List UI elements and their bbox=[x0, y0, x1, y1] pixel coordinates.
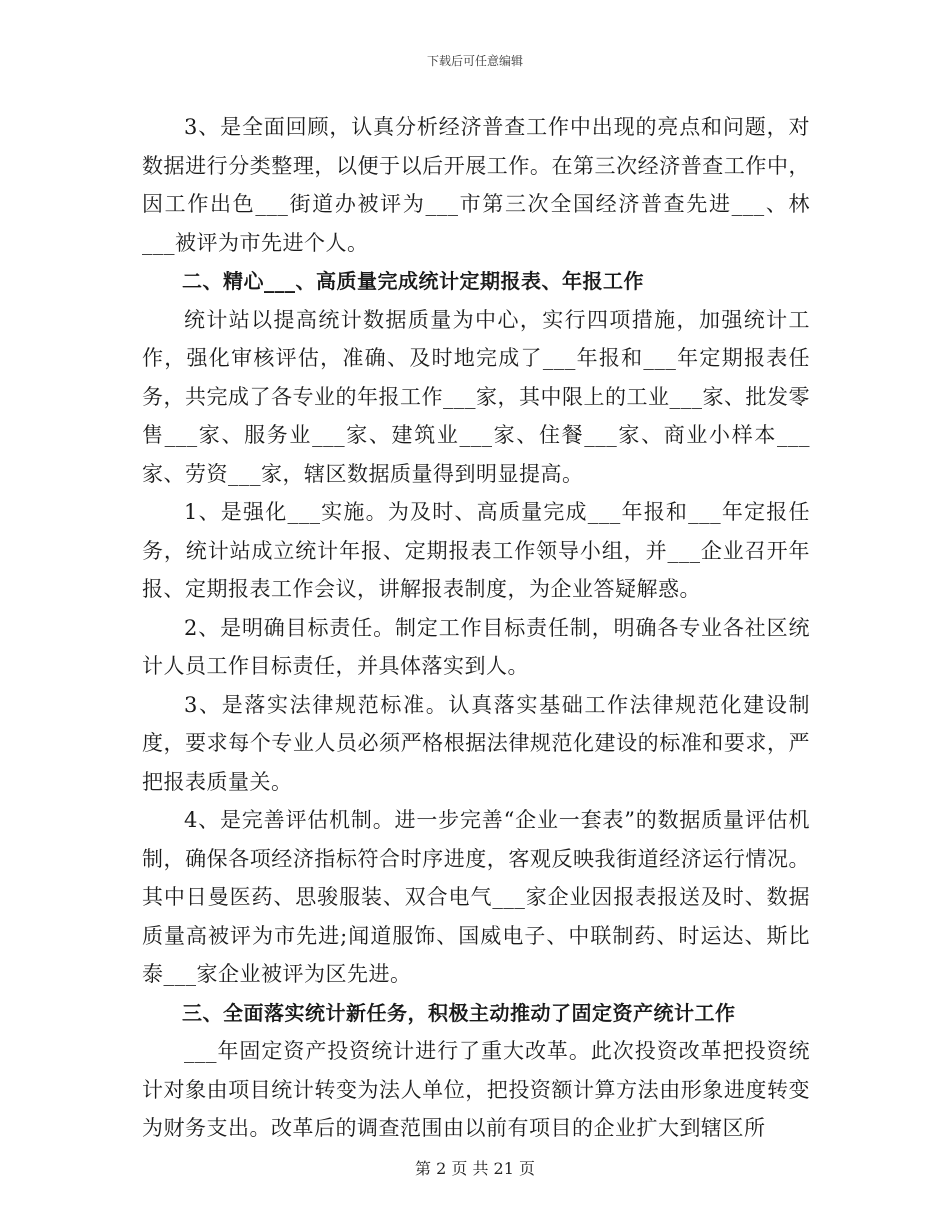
section-heading-2: 二、精心___、高质量完成统计定期报表、年报工作 bbox=[182, 269, 644, 293]
document-body bbox=[142, 108, 810, 1148]
paragraph-item-4: 4、是完善评估机制。进一步完善“企业一套表”的数据质量评估机制，确保各项经济指标符合时序进度，客观反映我街道经济运行情况。其中日曼医药、思骏服装、双合电气___家企业因报表报送及时、数据质量高被评为市先进;闻道服饰、国威电子、中联制药、时运达、斯比泰___家企业被评为区先进。 bbox=[142, 808, 810, 986]
paragraph-item-3: 3、是落实法律规范标准。认真落实基础工作法律规范化建设制度，要求每个专业人员必须严格根据法律规范化建设的标准和要求，严把报表质量关。 bbox=[142, 692, 810, 794]
section-heading-3: 三、全面落实统计新任务，积极主动推动了固定资产统计工作 bbox=[182, 1000, 736, 1025]
page-header: 下载后可任意编辑 bbox=[426, 54, 523, 68]
page-footer: 第 2 页 共 21 页 bbox=[415, 1159, 535, 1178]
paragraph-item-1: 1、是强化___实施。为及时、高质量完成___年报和___年定报任务，统计站成立统计年报、定期报表工作领导小组，并___企业召开年报、定期报表工作会议，讲解报表制度，为企业答疑解惑。 bbox=[142, 500, 810, 601]
paragraph-review: 3、是全面回顾，认真分析经济普查工作中出现的亮点和问题，对数据进行分类整理，以便于以后开展工作。在第三次经济普查工作中，因工作出色___街道办被评为___市第三次全国经济普查先进___、林___被评为市先进个人。 bbox=[142, 115, 810, 255]
paragraph-fixed-assets: ___年固定资产投资统计进行了重大改革。此次投资改革把投资统计对象由项目统计转变为法人单位，把投资额计算方法由形象进度转变为财务支出。改革后的调查范围由以前有项目的企业扩大到辖区所 bbox=[142, 1039, 810, 1140]
paragraph-stats-station: 统计站以提高统计数据质量为中心，实行四项措施，加强统计工作，强化审核评估，准确、及时地完成了___年报和___年定期报表任务，共完成了各专业的年报工作___家，其中限上的工业___家、批发零售___家、服务业___家、建筑业___家、住餐___家、商业小样本___家、劳资___家，辖区数据质量得到明显提高。 bbox=[142, 307, 810, 486]
paragraph-item-2: 2、是明确目标责任。制定工作目标责任制，明确各专业各社区统计人员工作目标责任，并具体落实到人。 bbox=[142, 615, 810, 678]
